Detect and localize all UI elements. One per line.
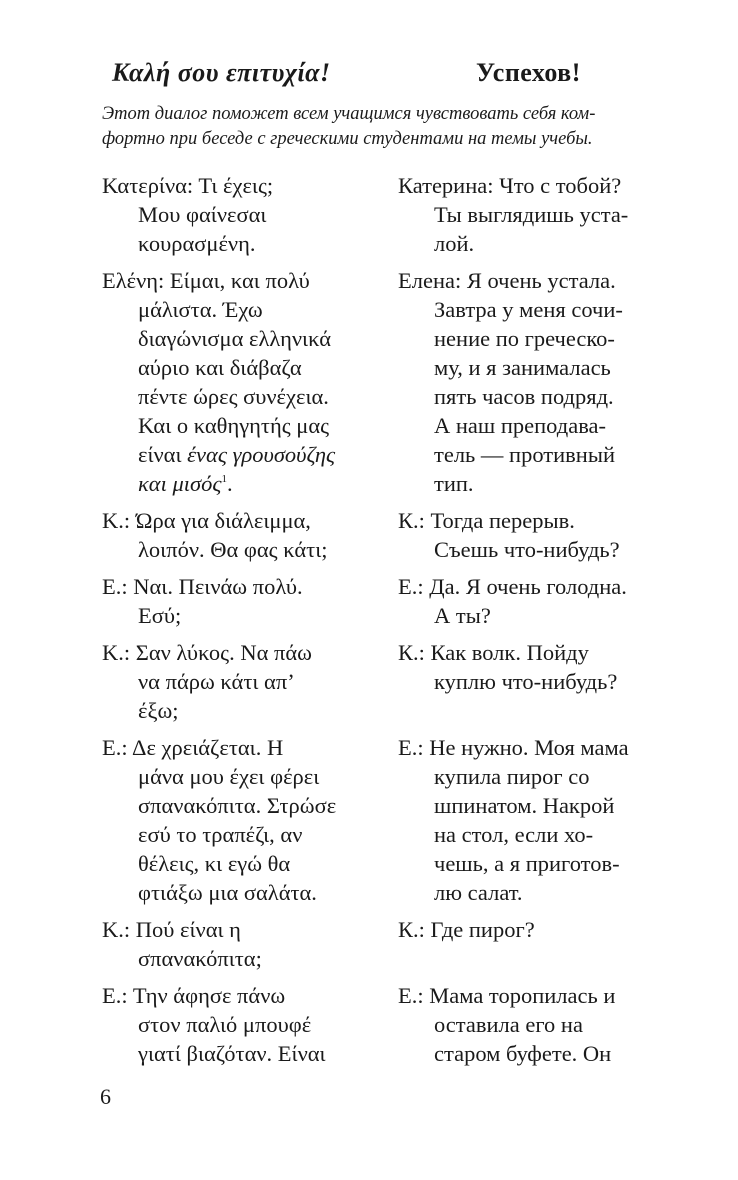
- dialogue-line: Завтра у меня сочи-: [434, 297, 623, 322]
- dialogue-line: στον παλιό μπουφέ: [138, 1012, 312, 1037]
- dialogue-line: шпинатом. Накрой: [434, 793, 615, 818]
- dialogue-line: Ε.: Ναι. Πεινάω πολύ.: [102, 574, 303, 599]
- dialogue-turn: [102, 915, 377, 973]
- dialogue-line: чешь, а я приготов-: [434, 851, 620, 876]
- dialogue-line: Κ.: Σαν λύκος. Να πάω: [102, 640, 312, 665]
- dialogue-line: εσύ το τραπέζι, αν: [138, 822, 303, 847]
- dialogue-line: старом буфете. Он: [434, 1041, 612, 1066]
- dialogue-line: Ε.: Δε χρειάζεται. Η: [102, 735, 284, 760]
- dialogue-line: θέλεις, κι εγώ θα: [138, 851, 291, 876]
- dialogue-line: σπανακόπιτα. Στρώσε: [138, 793, 337, 818]
- dialogue-line: Ε.: Την άφησε πάνω: [102, 983, 286, 1008]
- dialogue-turn: [102, 638, 377, 725]
- dialogue-line: είναι ένας γρουσούζης: [138, 442, 336, 467]
- dialogue-line: тель — противный: [434, 442, 615, 467]
- dialogue-line: Εσύ;: [138, 603, 182, 628]
- dialogue-line: лю салат.: [434, 880, 523, 905]
- intro-paragraph: [102, 102, 662, 152]
- dialogue-line: А ты?: [434, 603, 491, 628]
- dialogue-line: Е.: Мама торопилась и: [398, 983, 616, 1008]
- greek-dialogue-column: [102, 171, 377, 1068]
- dialogue-line: на стол, если хо-: [434, 822, 594, 847]
- dialogue-line: Κ.: Ώρα για διάλειμμα,: [102, 508, 311, 533]
- dialogue-line: Е.: Да. Я очень голодна.: [398, 574, 627, 599]
- dialogue-line: Μου φαίνεσαι: [138, 202, 267, 227]
- dialogue-turn: [398, 733, 673, 907]
- dialogue-line: Съешь что-нибудь?: [434, 537, 620, 562]
- dialogue-line: купила пирог со: [434, 764, 590, 789]
- dialogue-line: [398, 696, 673, 725]
- intro-line: Этот диалог поможет всем учащимся чувствовать себя ком-: [102, 104, 596, 124]
- dialogue-turn: [398, 981, 673, 1068]
- dialogue-turn: [102, 266, 377, 498]
- dialogue-line: Κατερίνα: Τι έχεις;: [102, 173, 274, 198]
- dialogue-line: πέντε ώρες συνέχεια.: [138, 384, 329, 409]
- italic-phrase: και μισός: [138, 471, 222, 496]
- dialogue-line: αύριο και διάβαζα: [138, 355, 302, 380]
- russian-dialogue-column: [398, 171, 673, 1068]
- dialogue-turn: [398, 915, 673, 973]
- dialogue-line: К.: Тогда перерыв.: [398, 508, 575, 533]
- dialogue-line: και μισός$^1$.: [138, 471, 233, 496]
- dialogue-line: διαγώνισμα ελληνικά: [138, 326, 332, 351]
- dialogue-line: А наш преподава-: [434, 413, 607, 438]
- russian-title: Успехов!: [476, 58, 581, 87]
- dialogue-line: Елена: Я очень устала.: [398, 268, 616, 293]
- dialogue-line: Ελένη: Είμαι, και πολύ: [102, 268, 310, 293]
- dialogue-line: куплю что-нибудь?: [434, 669, 618, 694]
- dialogue-line: пять часов подряд.: [434, 384, 614, 409]
- dialogue-line: μάνα μου έχει φέρει: [138, 764, 320, 789]
- dialogue-line: К.: Как волк. Пойду: [398, 640, 589, 665]
- dialogue-line: γιατί βιαζόταν. Είναι: [138, 1041, 326, 1066]
- dialogue-line: λοιπόν. Θα φας κάτι;: [138, 537, 328, 562]
- dialogue-turn: [102, 981, 377, 1068]
- dialogue-turn: [398, 266, 673, 498]
- dialogue-line: тип.: [434, 471, 474, 496]
- dialogue-line: лой.: [434, 231, 475, 256]
- intro-line: фортно при беседе с греческими студентами на темы учебы.: [102, 129, 593, 149]
- dialogue-line: σπανακόπιτα;: [138, 946, 262, 971]
- dialogue-line: Κ.: Πού είναι η: [102, 917, 241, 942]
- footnote-marker: 1: [221, 473, 228, 485]
- dialogue-line: му, и я занималась: [434, 355, 611, 380]
- dialogue-turn: [398, 638, 673, 725]
- page-number: 6: [100, 1084, 111, 1109]
- dialogue-line: Και ο καθηγητής μας: [138, 413, 330, 438]
- titles-row: [0, 58, 738, 98]
- greek-title: Καλή σου επιτυχία!: [112, 58, 331, 87]
- dialogue-turn: [398, 506, 673, 564]
- dialogue-turn: [102, 171, 377, 258]
- dialogue-turn: [102, 733, 377, 907]
- dialogue-line: оставила его на: [434, 1012, 583, 1037]
- dialogue-turn: [102, 572, 377, 630]
- dialogue-turn: [102, 506, 377, 564]
- dialogue-line: нение по греческо-: [434, 326, 615, 351]
- dialogue-line: κουρασμένη.: [138, 231, 256, 256]
- dialogue-line: να πάρω κάτι απ’: [138, 669, 295, 694]
- dialogue-turn: [398, 171, 673, 258]
- dialogue-line: Ты выглядишь уста-: [434, 202, 629, 227]
- dialogue-line: [398, 944, 673, 973]
- dialogue-line: φτιάξω μια σαλάτα.: [138, 880, 317, 905]
- dialogue-line: μάλιστα. Έχω: [138, 297, 263, 322]
- italic-phrase: ένας γρουσούζης: [187, 442, 336, 467]
- dialogue-line: Катерина: Что с тобой?: [398, 173, 622, 198]
- dialogue-turn: [398, 572, 673, 630]
- dialogue-line: έξω;: [138, 698, 179, 723]
- dialogue-line: Е.: Не нужно. Моя мама: [398, 735, 629, 760]
- dialogue-line: К.: Где пирог?: [398, 917, 535, 942]
